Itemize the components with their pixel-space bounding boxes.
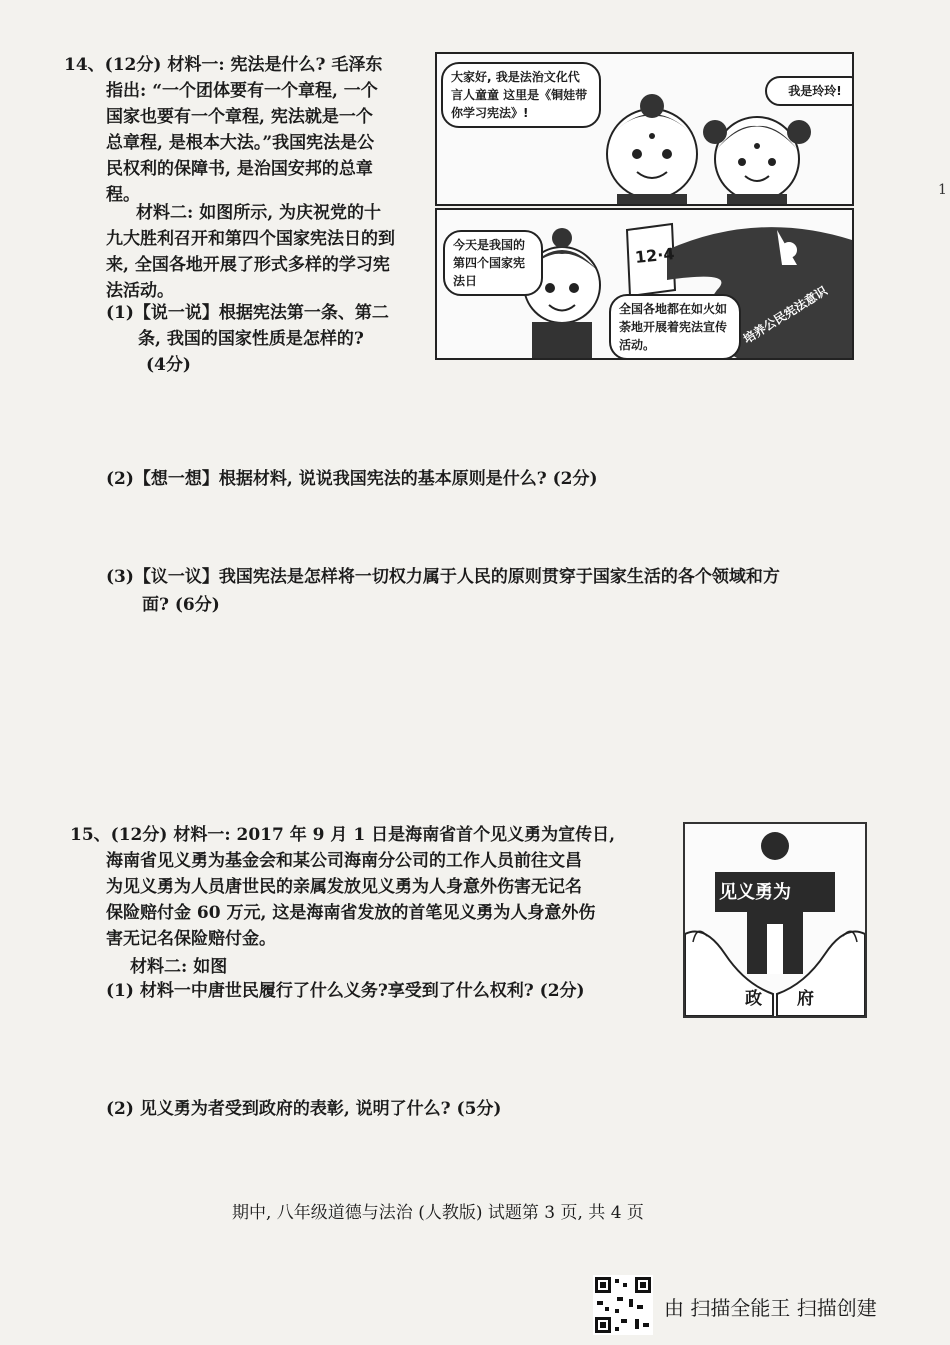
- q14-material2-line: 材料二: 如图所示, 为庆祝党的十: [136, 203, 382, 223]
- q15-line: 保险赔付金 60 万元, 这是海南省发放的首笔见义勇为人身意外伤: [106, 903, 596, 923]
- q15-line: 害无记名保险赔付金。: [106, 929, 276, 949]
- margin-mark: 1: [938, 182, 947, 198]
- q14-header: 14、(12分) 材料一: 宪法是什么? 毛泽东: [64, 55, 383, 75]
- speech-bubble: 我是玲玲!: [765, 76, 854, 106]
- q15-sub2: (2) 见义勇为者受到政府的表彰, 说明了什么? (5分): [106, 1099, 502, 1119]
- hands-holding-person-image: [685, 824, 865, 1016]
- q15-material2: 材料二: 如图: [130, 957, 228, 977]
- speech-bubble: 今天是我国的第四个国家宪法日: [443, 230, 543, 296]
- q15-line: 为见义勇为人员唐世民的亲属发放见义勇为人身意外伤害无记名: [106, 877, 582, 897]
- q14-material2-line: 来, 全国各地开展了形式多样的学习宪: [106, 255, 390, 275]
- speech-bubble: 全国各地都在如火如荼地开展着宪法宣传活动。: [609, 294, 741, 360]
- hands-figure: [683, 822, 867, 1018]
- q14-line: 国家也要有一个章程, 宪法就是一个: [106, 107, 373, 127]
- comic-panel-bottom: [435, 208, 854, 360]
- hand-label-right: 府: [797, 989, 814, 1009]
- calendar-date: 12·4: [634, 243, 676, 268]
- q14-sub1-line: (1)【说一说】根据宪法第一条、第二: [106, 303, 389, 323]
- q14-material2-line: 法活动。: [106, 281, 174, 301]
- q14-sub2: (2)【想一想】根据材料, 说说我国宪法的基本原则是什么? (2分): [106, 469, 598, 489]
- q15-line: 15、(12分) 材料一: 2017 年 9 月 1 日是海南省首个见义勇为宣传日,: [70, 825, 615, 845]
- speech-bubble: 大家好, 我是法治文化代言人童童 这里是《铜娃带你学习宪法》!: [441, 62, 601, 128]
- q14-line: 民权利的保障书, 是治国安邦的总章: [106, 159, 373, 179]
- q14-sub3-line: 面? (6分): [142, 595, 220, 615]
- q14-material2-line: 九大胜利召开和第四个国家宪法日的到: [106, 229, 395, 249]
- q14-sub1-line: 条, 我国的国家性质是怎样的?: [138, 329, 364, 349]
- comic-panel-top: [435, 52, 854, 206]
- q14-line: 指出: “一个团体要有一个章程, 一个: [106, 81, 378, 101]
- q14-sub3-line: (3)【议一议】我国宪法是怎样将一切权力属于人民的原则贯穿于国家生活的各个领域和方: [106, 567, 780, 587]
- qr-code-icon: [593, 1275, 653, 1335]
- figure-label: 见义勇为: [719, 882, 791, 903]
- banner-slogan: 培养公民宪法意识: [740, 283, 830, 347]
- q15-line: 海南省见义勇为基金会和某公司海南分公司的工作人员前往文昌: [106, 851, 582, 871]
- q14-line: 总章程, 是根本大法。”我国宪法是公: [106, 133, 375, 153]
- q15-sub1: (1) 材料一中唐世民履行了什么义务?享受到了什么权利? (2分): [106, 981, 585, 1001]
- scanner-watermark: 由 扫描全能王 扫描创建: [664, 1296, 877, 1320]
- q14-sub1-line: (4分): [146, 355, 191, 375]
- page-footer: 期中, 八年级道德与法治 (人教版) 试题第 3 页, 共 4 页: [232, 1203, 644, 1223]
- hand-label-left: 政: [745, 989, 762, 1009]
- q14-line: 程。: [106, 185, 140, 205]
